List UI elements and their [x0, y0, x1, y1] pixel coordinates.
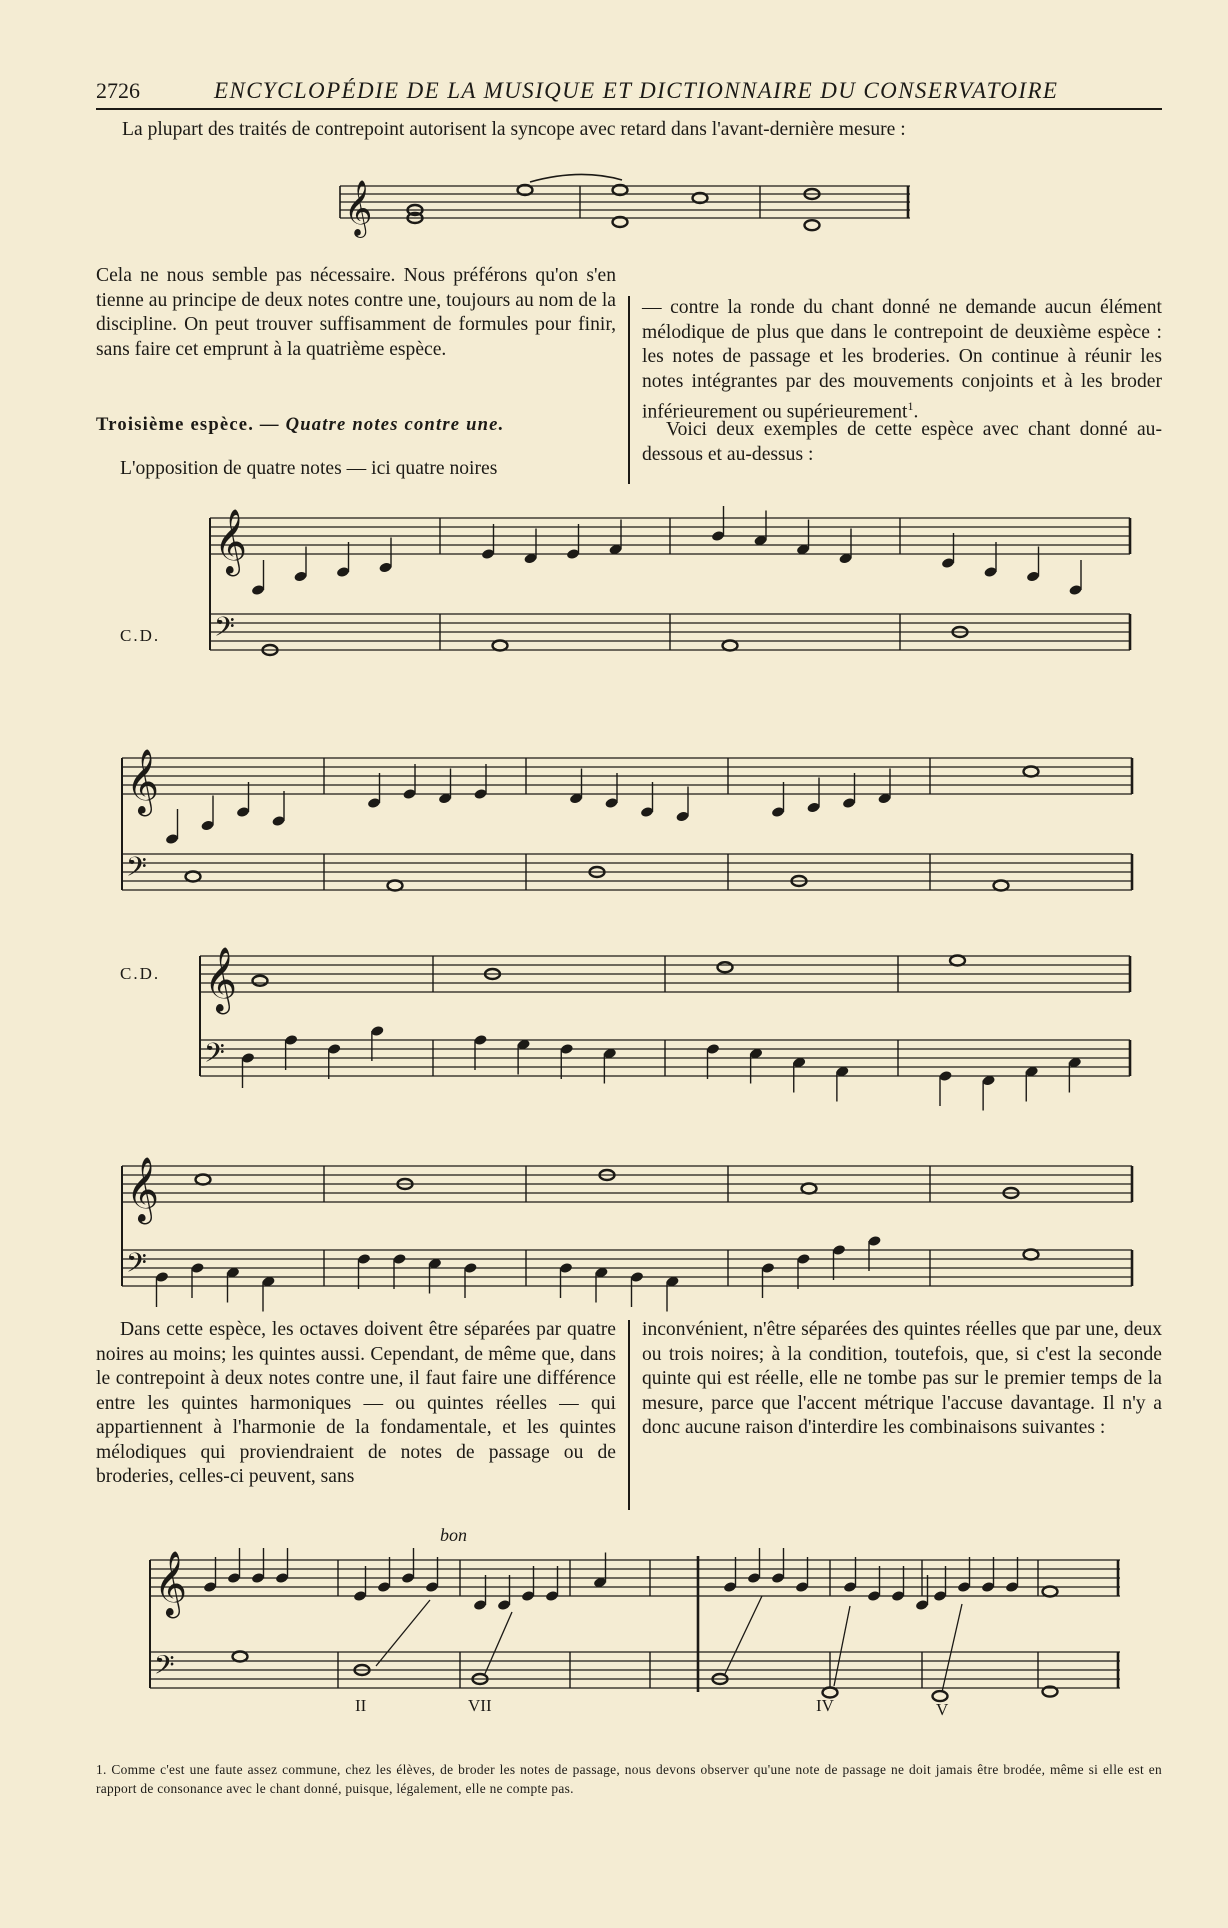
bass-clef: 𝄢	[126, 1247, 147, 1285]
running-header	[96, 78, 1162, 108]
whole-note	[1024, 1250, 1039, 1260]
music-example-syncope	[340, 170, 910, 250]
treble-clef: 𝄞	[154, 1551, 188, 1616]
footnote-text: Comme c'est une faute assez commune, chez les élèves, de broder les notes de passage, nous devons observer qu'une note de passage ne doit jamais être brodée, même si elle est en rapport de consonance avec le chant donné, puisque, légalement, elle ne compte pas.	[96, 1762, 1162, 1796]
whole-note	[994, 881, 1009, 891]
roman-label-iv: IV	[816, 1696, 834, 1715]
whole-note	[233, 1652, 248, 1662]
bass-clef: 𝄢	[154, 1649, 175, 1687]
whole-note	[196, 1175, 211, 1185]
section-heading-prefix: Troisième espèce. —	[96, 414, 286, 435]
column-divider-2	[628, 1320, 630, 1510]
whole-note	[718, 962, 733, 972]
roman-label-vii: VII	[468, 1696, 492, 1715]
treble-clef: 𝄞	[204, 947, 237, 1012]
section-heading	[96, 414, 616, 436]
right-column-paragraph-2: Voici deux exemples de cette espèce avec chant donné au-dessous et au-dessus :	[642, 419, 1162, 465]
treble-clef: 𝄞	[126, 1157, 159, 1222]
voice-leading-line	[834, 1606, 850, 1686]
treble-clef: 𝄞	[344, 180, 373, 236]
music-example-2-system-2	[122, 1158, 1132, 1288]
right-column-paragraph-1: — contre la ronde du chant donné ne demande aucun élément mélodique de plus que dans le contrepoint de deuxième espèce : les notes de passage et les broderies. On continue à réunir les notes intégrantes par des mouvements conjoints et à les broder inférieurement ou supérieurement$^1$.	[642, 297, 1162, 423]
right-column-text-1: — contre la ronde du chant donné ne demande aucun élément mélodique de plus que dans le contrepoint de deuxième espèce : les notes de passage et les broderies. On continue à réunir les notes intégrantes par des mouvements conjoints et à les broder inférieurement ou supérieurement	[642, 297, 1162, 423]
treble-clef: 𝄞	[126, 749, 159, 814]
footnote-reference: 1	[907, 399, 914, 413]
header-rule	[96, 108, 1162, 110]
music-example-1-system-2	[122, 750, 1132, 895]
column-divider-1	[628, 296, 630, 484]
running-title: ENCYCLOPÉDIE DE LA MUSIQUE ET DICTIONNAIRE DU CONSERVATOIRE	[214, 78, 1059, 103]
bass-clef: 𝄢	[204, 1037, 225, 1075]
page-number: 2726	[96, 78, 140, 103]
roman-label-ii: II	[355, 1696, 367, 1715]
whole-note	[805, 220, 820, 230]
chant-donne-label-2: C.D.	[120, 964, 161, 983]
voice-leading-line	[724, 1596, 762, 1676]
tie	[530, 174, 622, 182]
whole-note	[388, 881, 403, 891]
whole-note	[1043, 1587, 1058, 1597]
intro-sentence: La plupart des traités de contrepoint autorisent la syncope avec retard dans l'avant-dernière mesure :	[122, 119, 906, 140]
left-column-paragraph-3: Dans cette espèce, les octaves doivent être séparées par quatre noires au moins; les quintes aussi. Cependant, de même que, dans le contrepoint à deux notes contre une, il faut faire une différence entre les quintes harmoniques — ou quintes réelles — qui appartiennent à l'harmonie de la fondamentale, et les quintes mélodiques qui proviendraient de notes de passage ou de broderies, celles-ci peuvent, sans	[96, 1319, 616, 1487]
whole-note	[493, 641, 508, 651]
whole-note	[723, 641, 738, 651]
music-example-1-system-1	[210, 510, 1130, 655]
right-column-paragraph-3: inconvénient, n'être séparées des quintes réelles que par une, deux ou trois noires; à la condition, toutefois, que, si c'est la seconde quinte qui est réelle, elle ne tombe pas sur le premier temps de la mesure, parce que l'accent métrique l'accuse davantage. Il n'y a donc aucune raison d'interdire les combinaisons suivantes :	[642, 1319, 1162, 1438]
footnote	[96, 1760, 1162, 1798]
whole-note	[253, 976, 268, 986]
bass-clef: 𝄢	[126, 851, 147, 889]
treble-clef: 𝄞	[214, 509, 247, 574]
left-column-paragraph-2: L'opposition de quatre notes — ici quatre noires	[120, 458, 498, 479]
whole-note	[1024, 767, 1039, 777]
music-example-combinations	[150, 1552, 1120, 1712]
music-example-2-system-1	[200, 948, 1130, 1078]
roman-label-v: V	[936, 1700, 949, 1719]
voice-leading-line	[376, 1600, 430, 1666]
voice-leading-line	[484, 1612, 512, 1676]
whole-note	[802, 1184, 817, 1194]
bass-clef: 𝄢	[214, 611, 235, 649]
footnote-number: 1.	[96, 1762, 107, 1777]
left-column-paragraph-1: Cela ne nous semble pas nécessaire. Nous préférons qu'on s'en tienne au principe de deux notes contre une, toujours au nom de la discipline. On peut trouver suffisamment de formules pour finir, sans faire cet emprunt à la quatrième espèce.	[96, 265, 616, 360]
annotation-bon: bon	[440, 1525, 467, 1545]
section-heading-title: Quatre notes contre une.	[285, 414, 505, 435]
chant-donne-label-1: C.D.	[120, 626, 161, 645]
whole-note	[950, 956, 965, 966]
whole-note	[186, 872, 201, 882]
